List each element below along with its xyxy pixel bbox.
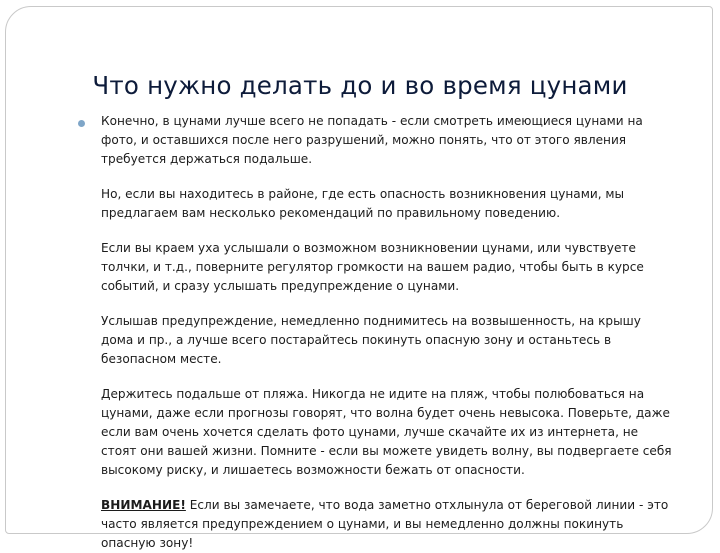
paragraph-beach: Держитесь подальше от пляжа. Никогда не идите на пляж, чтобы полюбоваться на цунами, даже если прогнозы говорят, что волна будет очень невысока. Поверьте, даже если вам очень хочется сделать фото цунами, лучше скачайте их из интернета, не стоят они вашей жизни. Помните - если вы можете увидеть волну, вы подвергаете себя высокому риску, и лишаетесь возможности бежать от опасности. bbox=[101, 387, 672, 477]
paragraph-intro: Конечно, в цунами лучше всего не попадать - если смотреть имеющиеся цунами на фото, и оставшихся после него разрушений, можно понять, что от этого явления требуется держаться подальше. bbox=[101, 114, 643, 166]
slide-body bbox=[101, 112, 675, 553]
paragraph-evacuate: Услышав предупреждение, немедленно поднимитесь на возвышенность, на крышу дома и пр., а лучше всего постарайтесь покинуть опасную зону и останьтесь в безопасном месте. bbox=[101, 314, 641, 366]
paragraph-danger-area: Но, если вы находитесь в районе, где есть опасность возникновения цунами, мы предлагаем вам несколько рекомендаций по правильному поведению. bbox=[101, 187, 625, 220]
warning-text: Если вы замечаете, что вода заметно отхлынула от береговой линии - это часто является предупреждением о цунами, и вы немедленно должны покинуть опасную зону! bbox=[101, 498, 669, 550]
warning-label: ВНИМАНИЕ! bbox=[101, 498, 186, 512]
paragraph-radio: Если вы краем уха услышали о возможном возникновении цунами, или чувствуете толчки, и т.д., поверните регулятор громкости на вашем радио, чтобы быть в курсе событий, и сразу услышать предупреждение о цунами. bbox=[101, 241, 644, 293]
slide-title: Что нужно делать до и во время цунами bbox=[92, 71, 628, 100]
paragraph-warning bbox=[101, 496, 675, 553]
bullet-icon bbox=[78, 120, 85, 127]
